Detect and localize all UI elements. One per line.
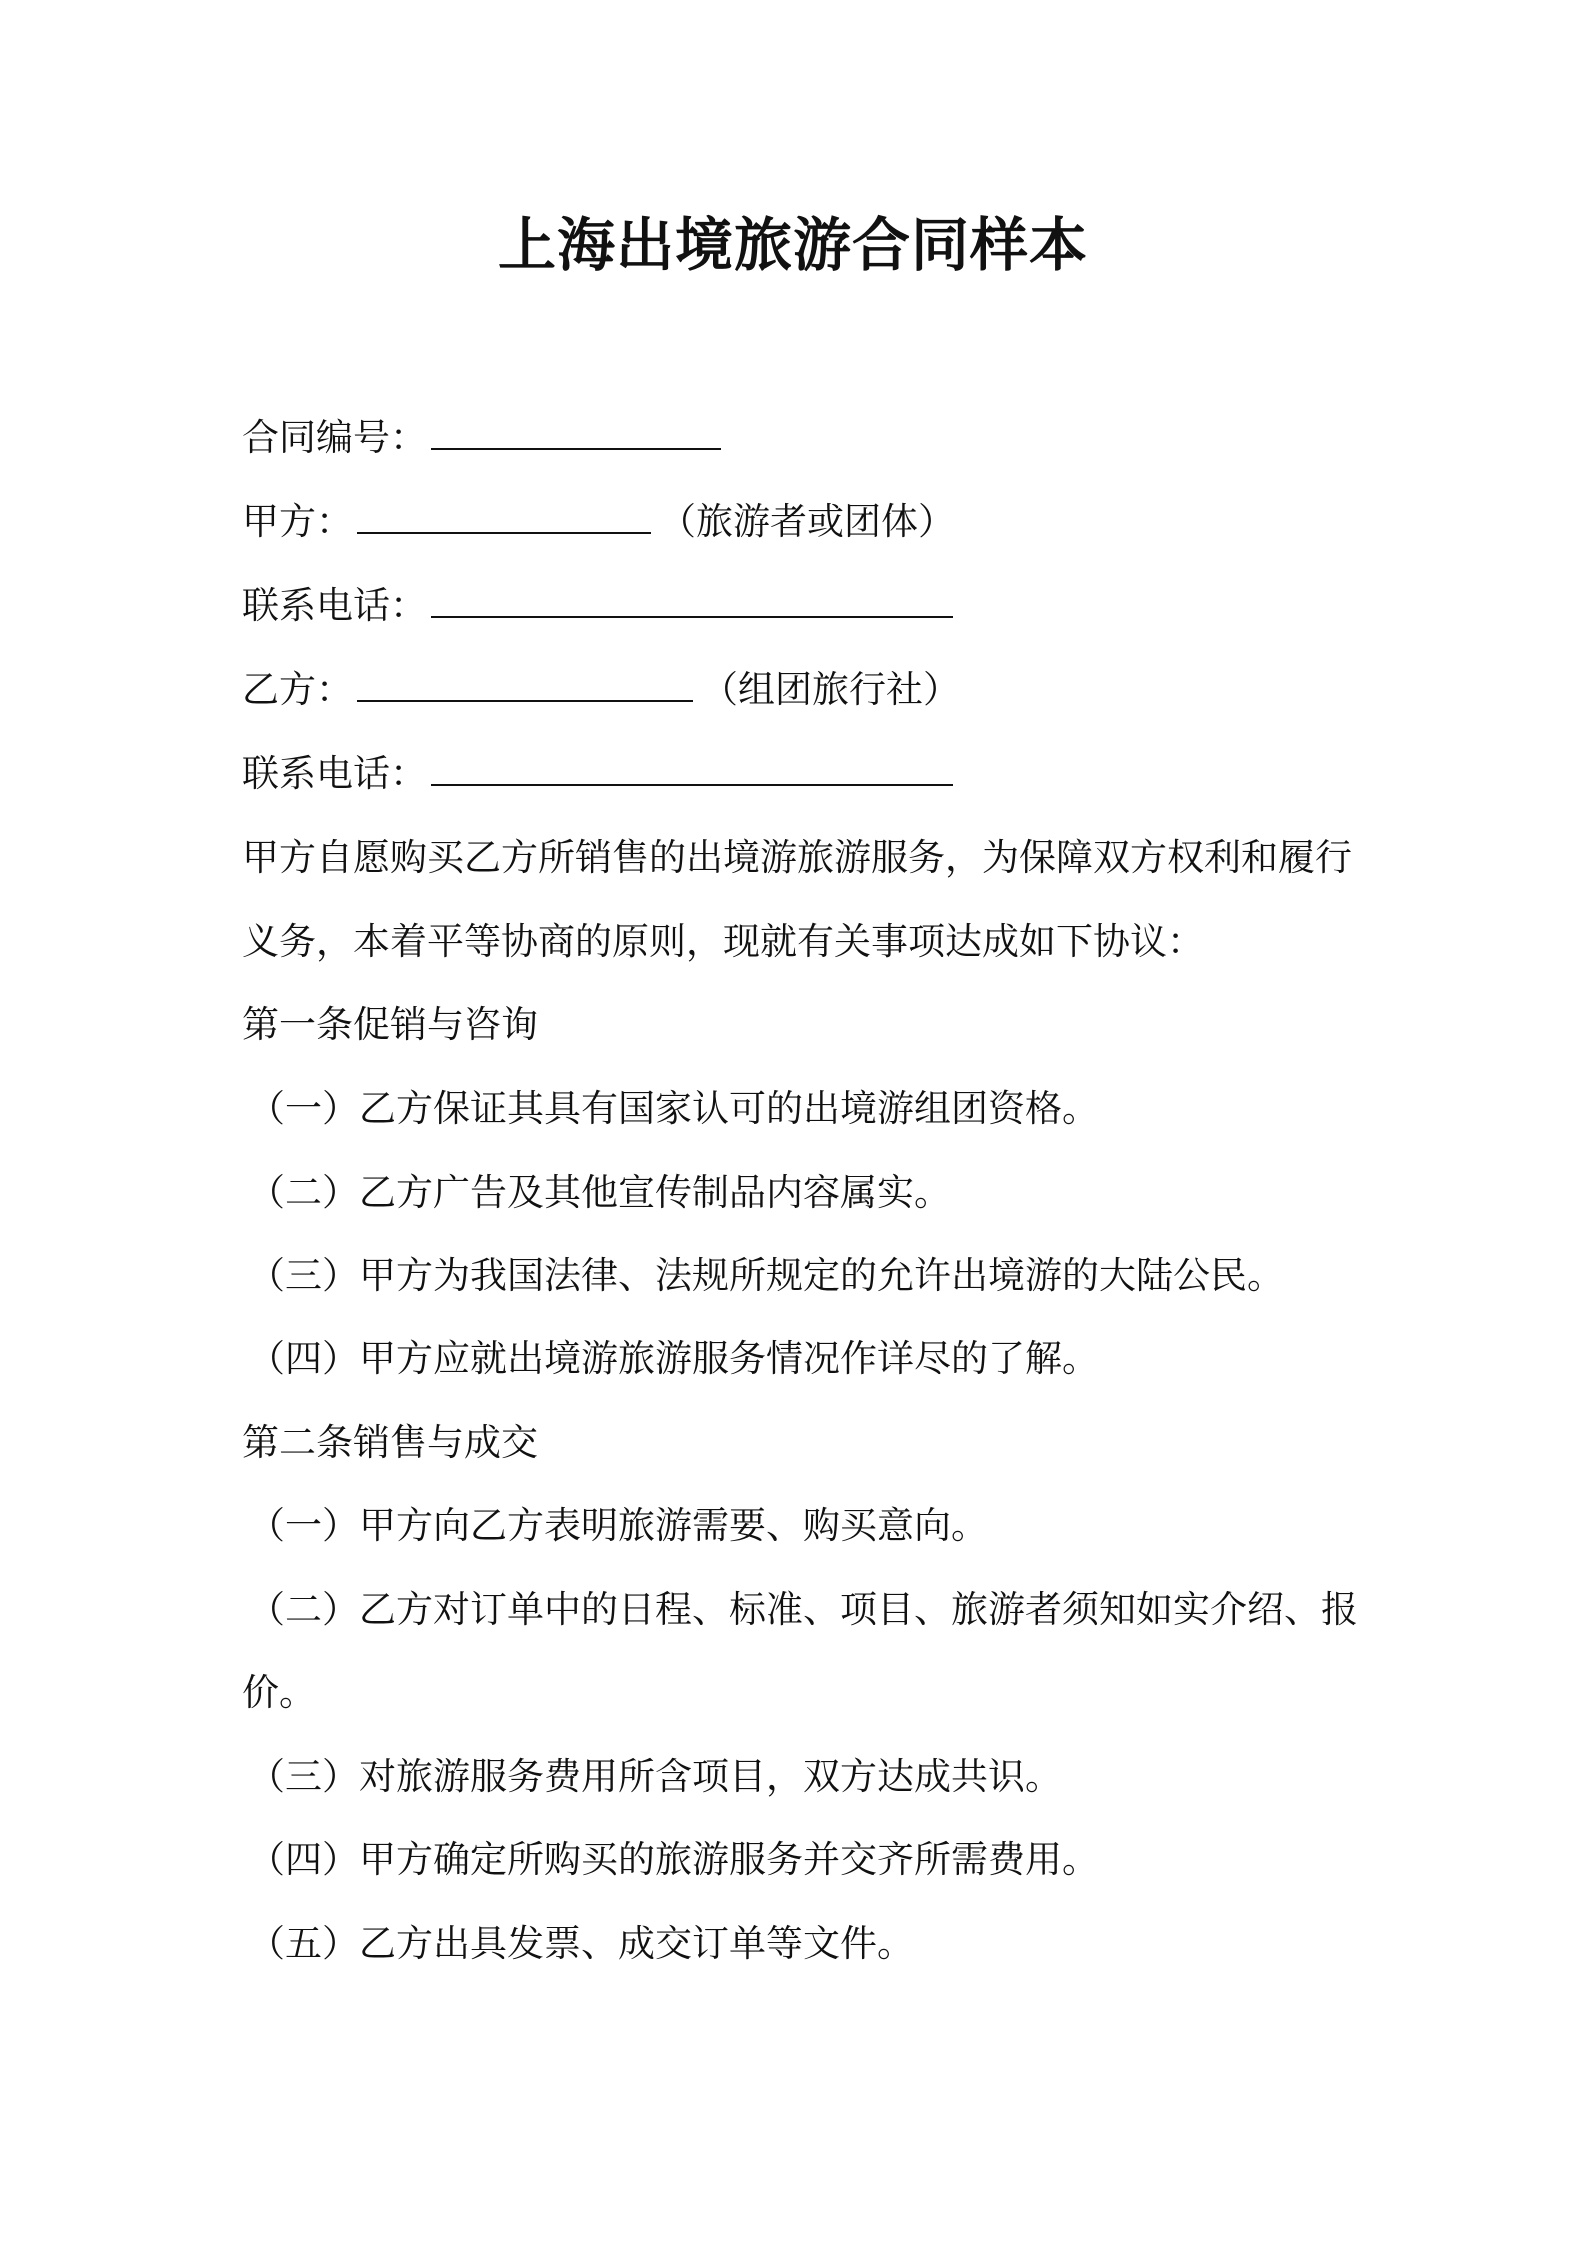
article-1-heading: 第一条促销与咨询 xyxy=(242,1003,538,1046)
preamble-line-1: 甲方自愿购买乙方所销售的出境游旅游服务，为保障双方权利和履行 xyxy=(242,836,1352,879)
contract-number-line xyxy=(242,410,729,466)
party-a-phone-label: 联系电话： xyxy=(242,584,427,627)
party-b-line xyxy=(242,662,960,718)
party-b-phone-line xyxy=(242,746,961,802)
article-2-item-1: （一）甲方向乙方表明旅游需要、购买意向。 xyxy=(248,1504,988,1547)
article-2-item-5: （五）乙方出具发票、成交订单等文件。 xyxy=(248,1922,914,1965)
article-1-item-2: （二）乙方广告及其他宣传制品内容属实。 xyxy=(248,1171,951,1214)
contract-number-label: 合同编号： xyxy=(242,416,427,459)
party-b-blank xyxy=(357,666,693,702)
article-2-heading: 第二条销售与成交 xyxy=(242,1421,538,1464)
article-1-item-3: （三）甲方为我国法律、法规所规定的允许出境游的大陆公民。 xyxy=(248,1254,1284,1297)
contract-number-blank xyxy=(431,414,721,450)
party-a-label: 甲方： xyxy=(242,500,353,543)
party-b-label: 乙方： xyxy=(242,668,353,711)
article-2-item-3: （三）对旅游服务费用所含项目，双方达成共识。 xyxy=(248,1755,1062,1798)
party-b-note: （组团旅行社） xyxy=(701,668,960,711)
party-a-phone-line xyxy=(242,578,961,634)
article-2-item-2-continued: 价。 xyxy=(242,1671,316,1714)
article-1-item-4: （四）甲方应就出境游旅游服务情况作详尽的了解。 xyxy=(248,1337,1099,1380)
preamble-line-2: 义务，本着平等协商的原则，现就有关事项达成如下协议： xyxy=(242,920,1204,963)
party-a-note: （旅游者或团体） xyxy=(659,500,955,543)
party-a-line xyxy=(242,494,955,550)
article-2-item-2: （二）乙方对订单中的日程、标准、项目、旅游者须知如实介绍、报 xyxy=(248,1588,1358,1631)
article-2-item-4: （四）甲方确定所购买的旅游服务并交齐所需费用。 xyxy=(248,1838,1099,1881)
article-1-item-1: （一）乙方保证其具有国家认可的出境游组团资格。 xyxy=(248,1087,1099,1130)
party-a-blank xyxy=(357,498,651,534)
document-title: 上海出境旅游合同样本 xyxy=(497,211,1088,279)
party-a-phone-blank xyxy=(431,582,953,618)
party-b-phone-blank xyxy=(431,750,953,786)
party-b-phone-label: 联系电话： xyxy=(242,752,427,795)
